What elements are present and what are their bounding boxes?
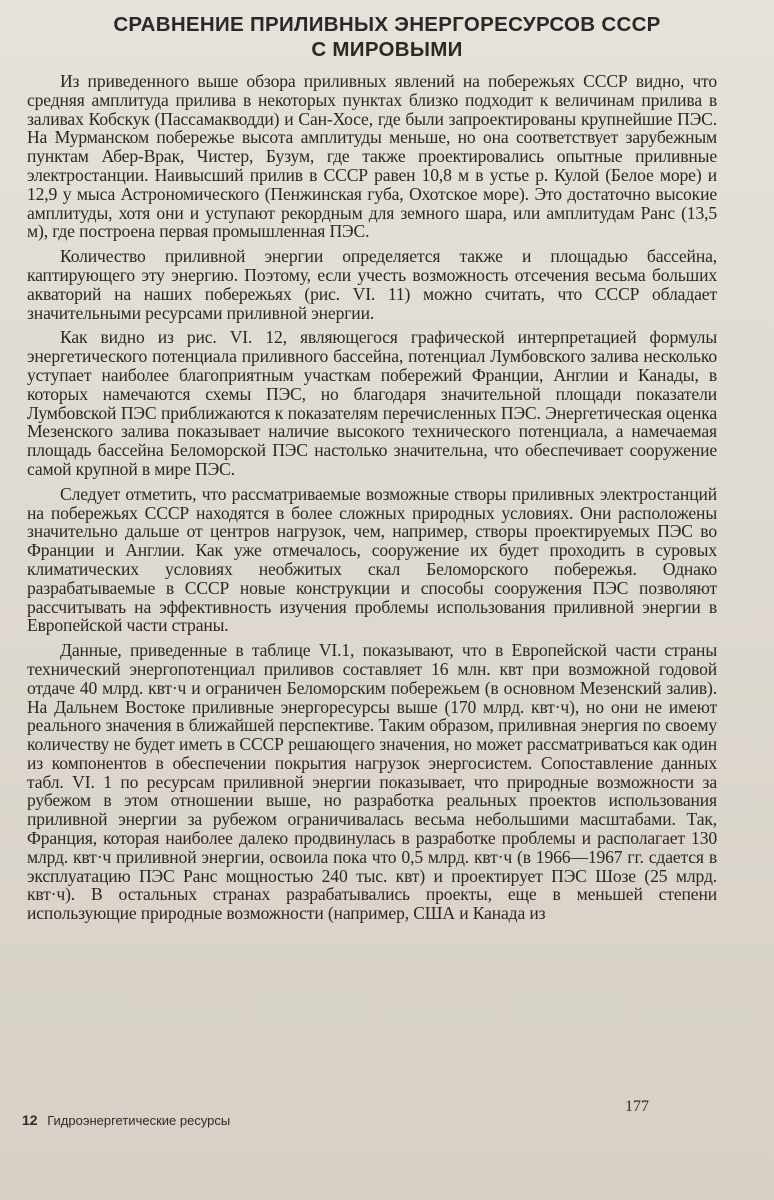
paragraph: Количество приливной энергии определяется также и площадью бассейна, каптирующего эту энергию. Поэтому, если учесть возможность отсечения весьма больших акваторий на наших побережьях (рис. VI. 11) можно считать, что СССР обладает значительными ресурсами приливной энергии. <box>27 246 717 323</box>
title-line-1: СРАВНЕНИЕ ПРИЛИВНЫХ ЭНЕРГОРЕСУРСОВ СССР <box>113 13 661 36</box>
paragraph: Следует отметить, что рассматриваемые возможные створы приливных электростанций на побережьях СССР находятся в более сложных природных условиях. Они расположены значительно дальше от центров нагрузок, чем, например, створы проектируемых ПЭС во Франции и Англии. Как уже отмечалось, сооружение их будет проходить в суровых климатических условиях необжитых скал Беломорского побережья. Однако разрабатываемые в СССР новые конструкции и способы сооружения ПЭС позволяют рассчитывать на эффективность изучения проблемы использования приливной энергии в Европейской части страны. <box>27 483 717 636</box>
paragraph: Как видно из рис. VI. 12, являющегося графической интерпретацией формулы энергетического потенциала приливного бассейна, потенциал Лумбовского залива несколько уступает наиболее благоприятным участкам побережий Франции, Англии и Канады, в которых намечаются схемы ПЭС, но благодаря значительной площади показатели Лумбовской ПЭС приближаются к показателям перечисленных ПЭС. Энергетическая оценка Мезенского залива показывает наличие высокого технического потенциала, а намечаемая площадь бассейна Беломорской ПЭС настолько значительна, что обеспечивает сооружение самой крупной в мире ПЭС. <box>27 327 717 479</box>
signature-mark <box>22 1112 230 1128</box>
body-text <box>27 72 717 929</box>
page-number: 177 <box>625 1098 649 1115</box>
title-line-2: С МИРОВЫМИ <box>311 38 463 61</box>
signature-number: 12 <box>22 1112 38 1128</box>
paragraph: Данные, приведенные в таблице VI.1, показывают, что в Европейской части страны технический энергопотенциал приливов составляет 16 млн. квт при возможной годовой отдаче 40 млрд. квт·ч и ограничен Беломорским побережьем (в основном Мезенский залив). На Дальнем Востоке приливные энергоресурсы выше (170 млрд. квт·ч), но они не имеют реального значения в ближайшей перспективе. Таким образом, приливная энергия по своему количеству не будет иметь в СССР решающего значения, но может рассматриваться как один из компонентов в обеспечении покрытия нагрузок энергосистем. Сопоставление данных табл. VI. 1 по ресурсам приливной энергии показывает, что природные возможности за рубежом в этом отношении выше, но разработка реальных проектов использования приливной энергии за рубежом ограничивалась весьма небольшими масштабами. Так, Франция, которая наиболее далеко продвинулась в разработке проблемы и располагает 130 млрд. квт·ч приливной энергии, освоила пока что 0,5 млрд. квт·ч (в 1966—1967 гг. сдается в эксплуатацию ПЭС Ранс мощностью 240 тыс. квт) и проектирует ПЭС Шозе (25 млрд. квт·ч). В остальных странах разрабатывались проекты, еще в меньшей степени использующие природные возможности (например, США и Канада из <box>27 640 717 924</box>
page-title <box>40 12 734 62</box>
signature-text: Гидроэнергетические ресурсы <box>47 1113 231 1128</box>
paragraph: Из приведенного выше обзора приливных явлений на побережьях СССР видно, что средняя амплитуда прилива в некоторых пунктах близко подходит к величинам прилива в заливах Кобскук (Пассамакводди) и Сан-Хосе, где были запроектированы крупнейшие ПЭС. На Мурманском побережье высота амплитуды меньше, но она соответствует зарубежным пунктам Абер-Врак, Чистер, Бузум, где также проектировались опытные приливные электростанции. Наивысший прилив в СССР равен 10,8 м в устье р. Кулой (Белое море) и 12,9 у мыса Астрономического (Пенжинская губа, Охотское море). Это достаточно высокие амплитуды, хотя они и уступают рекордным для земного шара, или амплитудам Ранс (13,5 м), где построена первая промышленная ПЭС. <box>27 71 717 242</box>
